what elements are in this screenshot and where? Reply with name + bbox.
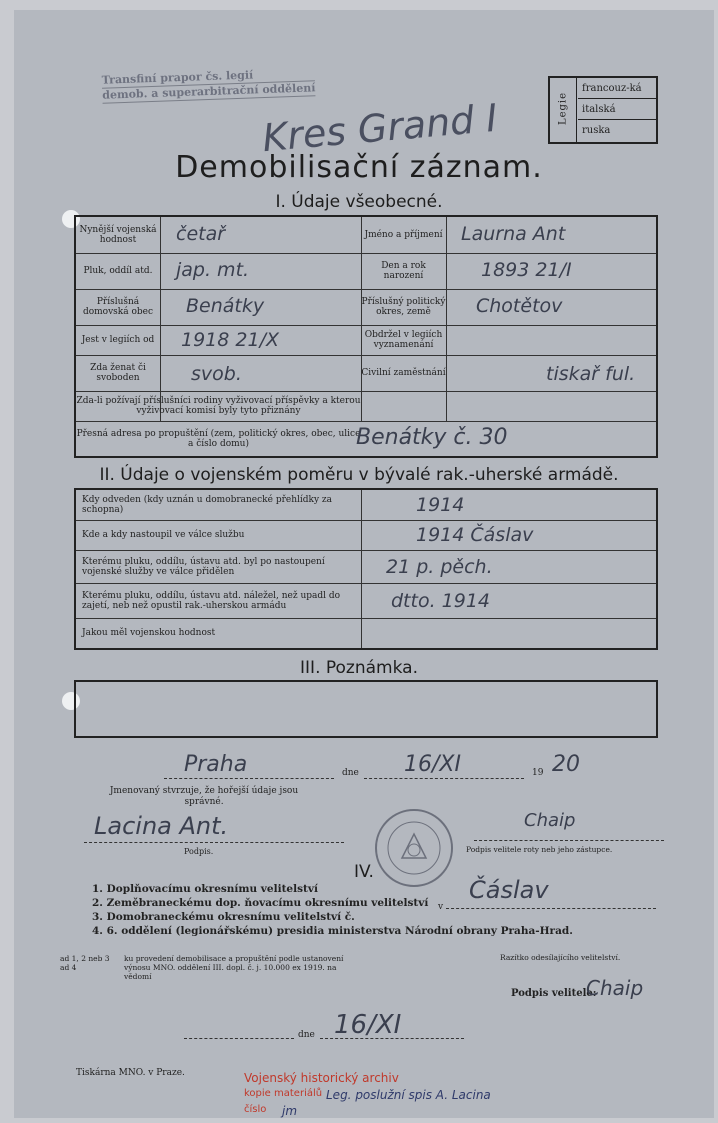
occupation-label: Civilní zaměstnání xyxy=(361,368,446,378)
section2-heading: II. Údaje o vojenském poměru v bývalé rak.-uherské armádě. xyxy=(99,465,619,485)
home-label: Příslušná domovská obec xyxy=(82,297,154,317)
rank-value: četař xyxy=(176,223,226,245)
assigned-unit-value: 21 p. pěch. xyxy=(386,556,493,578)
place-date-line xyxy=(74,752,664,782)
confirmation-text: Jmenovaný stvrzuje, že hořejší údaje jsou správné. xyxy=(109,786,299,807)
marital-label: Zda ženat či svoboden xyxy=(90,363,146,383)
drafted-value: 1914 xyxy=(416,494,465,516)
date-value: 16/XI xyxy=(404,752,461,777)
remark-box xyxy=(74,680,658,738)
rank-label: Nynější vojenská hodnost xyxy=(79,225,157,245)
decoration-label: Obdržel v legiích vyznamenání xyxy=(364,330,443,350)
header-stamp-line2: demob. a superarbitrační oddělení xyxy=(102,81,316,102)
name-label: Jméno a příjmení xyxy=(364,230,443,240)
bottom-date-value: 16/XI xyxy=(334,1010,402,1040)
section4-item: 4. 6. oddělení (legionářskému) presidia ministerstva Národní obrany Praha-Hrad. xyxy=(92,925,573,937)
legion-since-value: 1918 21/X xyxy=(181,329,279,351)
section1-heading: I. Údaje všeobecné. xyxy=(275,192,443,212)
section4-heading: IV. xyxy=(354,862,374,882)
footnote-commander-label: Podpis velitele: xyxy=(511,988,597,999)
legie-option: italská xyxy=(578,99,656,120)
v-label: v xyxy=(438,902,444,912)
header-stamp-line1: Transfiní prapor čs. legií xyxy=(102,66,316,88)
section4-item: 2. Zeměbraneckému dop. ňovacímu okresnímu velitelství xyxy=(92,897,429,909)
name-value: Laurna Ant xyxy=(461,223,566,245)
legie-box xyxy=(548,76,658,144)
printer-label: Tiskárna MNO. v Praze. xyxy=(76,1068,185,1078)
legie-option: francouz-ká xyxy=(578,78,656,99)
handwritten-header: Kres Grand I xyxy=(260,95,500,161)
page-title: Demobilisační záznam. xyxy=(175,150,543,185)
regiment-label: Pluk, oddíl atd. xyxy=(83,266,153,276)
year-value: 20 xyxy=(552,752,580,777)
archive-line3: číslo xyxy=(244,1104,267,1115)
drafted-label: Kdy odveden (kdy uznán u domobranecké přehlídky za schopna) xyxy=(82,495,333,515)
place-value: Praha xyxy=(184,752,248,777)
address-label: Přesná adresa po propuštění (zem, politický okres, obec, ulice a číslo domu) xyxy=(76,428,361,449)
footnote-commander-signature: Chaip xyxy=(586,976,644,1000)
section4-item: 1. Doplňovacímu okresnímu velitelství xyxy=(92,883,318,895)
regiment-value: jap. mt. xyxy=(176,259,250,281)
footnote-text: ku provedení demobilisace a propuštění podle ustanovení výnosu MNO. oddělení III. dopl. č. j. 10.000 ex 1919. na vědomí xyxy=(124,954,344,981)
legie-option: ruska xyxy=(582,125,611,136)
section4-item: 3. Domobraneckému okresnímu velitelství č. xyxy=(92,911,355,923)
archive-number: jm xyxy=(282,1104,298,1118)
archive-line1: Vojenský historický archiv xyxy=(244,1071,399,1085)
rank-held-label: Jakou měl vojenskou hodnost xyxy=(82,628,216,638)
section1-table xyxy=(74,215,658,458)
birth-label: Den a rok narození xyxy=(381,261,426,281)
occupation-value: tiskař ful. xyxy=(546,363,636,385)
document-sheet xyxy=(14,10,714,1118)
district-value: Chotětov xyxy=(476,295,563,317)
district-label: Příslušný politický okres, země xyxy=(361,297,446,317)
last-unit-value: dtto. 1914 xyxy=(391,590,491,612)
assigned-unit-label: Kterému pluku, oddílu, ústavu atd. byl po nastoupení vojenské služby ve válce přidělen xyxy=(82,556,325,577)
signature-label: Podpis. xyxy=(184,847,214,856)
service-start-label: Kde a kdy nastoupil ve válce službu xyxy=(82,530,245,540)
year-prefix: 19 xyxy=(532,768,544,778)
marital-value: svob. xyxy=(191,363,242,385)
destination-value: Čáslav xyxy=(469,876,549,904)
archive-line2: kopie materiálů xyxy=(244,1088,323,1099)
support-label: Zda-li požívají příslušníci rodiny vyživovací příspěvky a kterou vyživovací komisí byly tyto přiznány xyxy=(76,396,361,416)
legie-label: Legie xyxy=(557,91,569,126)
dne-label: dne xyxy=(342,768,359,778)
address-value: Benátky č. 30 xyxy=(356,425,508,450)
section3-heading: III. Poznámka. xyxy=(300,658,418,678)
commander-signature: Chaip xyxy=(524,810,576,831)
stamp-label: Razítko odesílajícího velitelství. xyxy=(500,953,621,962)
soldier-signature: Lacina Ant. xyxy=(94,812,229,840)
service-start-value: 1914 Čáslav xyxy=(416,524,534,546)
section2-table xyxy=(74,488,658,650)
archive-note: Leg. poslužní spis A. Lacina xyxy=(326,1088,491,1102)
birth-value: 1893 21/I xyxy=(481,259,572,281)
last-unit-label: Kterému pluku, oddílu, ústavu atd. náležel, než upadl do zajetí, neb než opustil rak.-uherskou armádu xyxy=(82,590,341,611)
legion-since-label: Jest v legiích od xyxy=(81,335,155,345)
commander-label: Podpis velitele roty neb jeho zástupce. xyxy=(466,845,613,854)
home-value: Benátky xyxy=(186,295,265,317)
header-stamp xyxy=(102,66,316,103)
bottom-dne-label: dne xyxy=(298,1030,315,1040)
footnote-refs: ad 1, 2 neb 3 ad 4 xyxy=(60,954,110,972)
